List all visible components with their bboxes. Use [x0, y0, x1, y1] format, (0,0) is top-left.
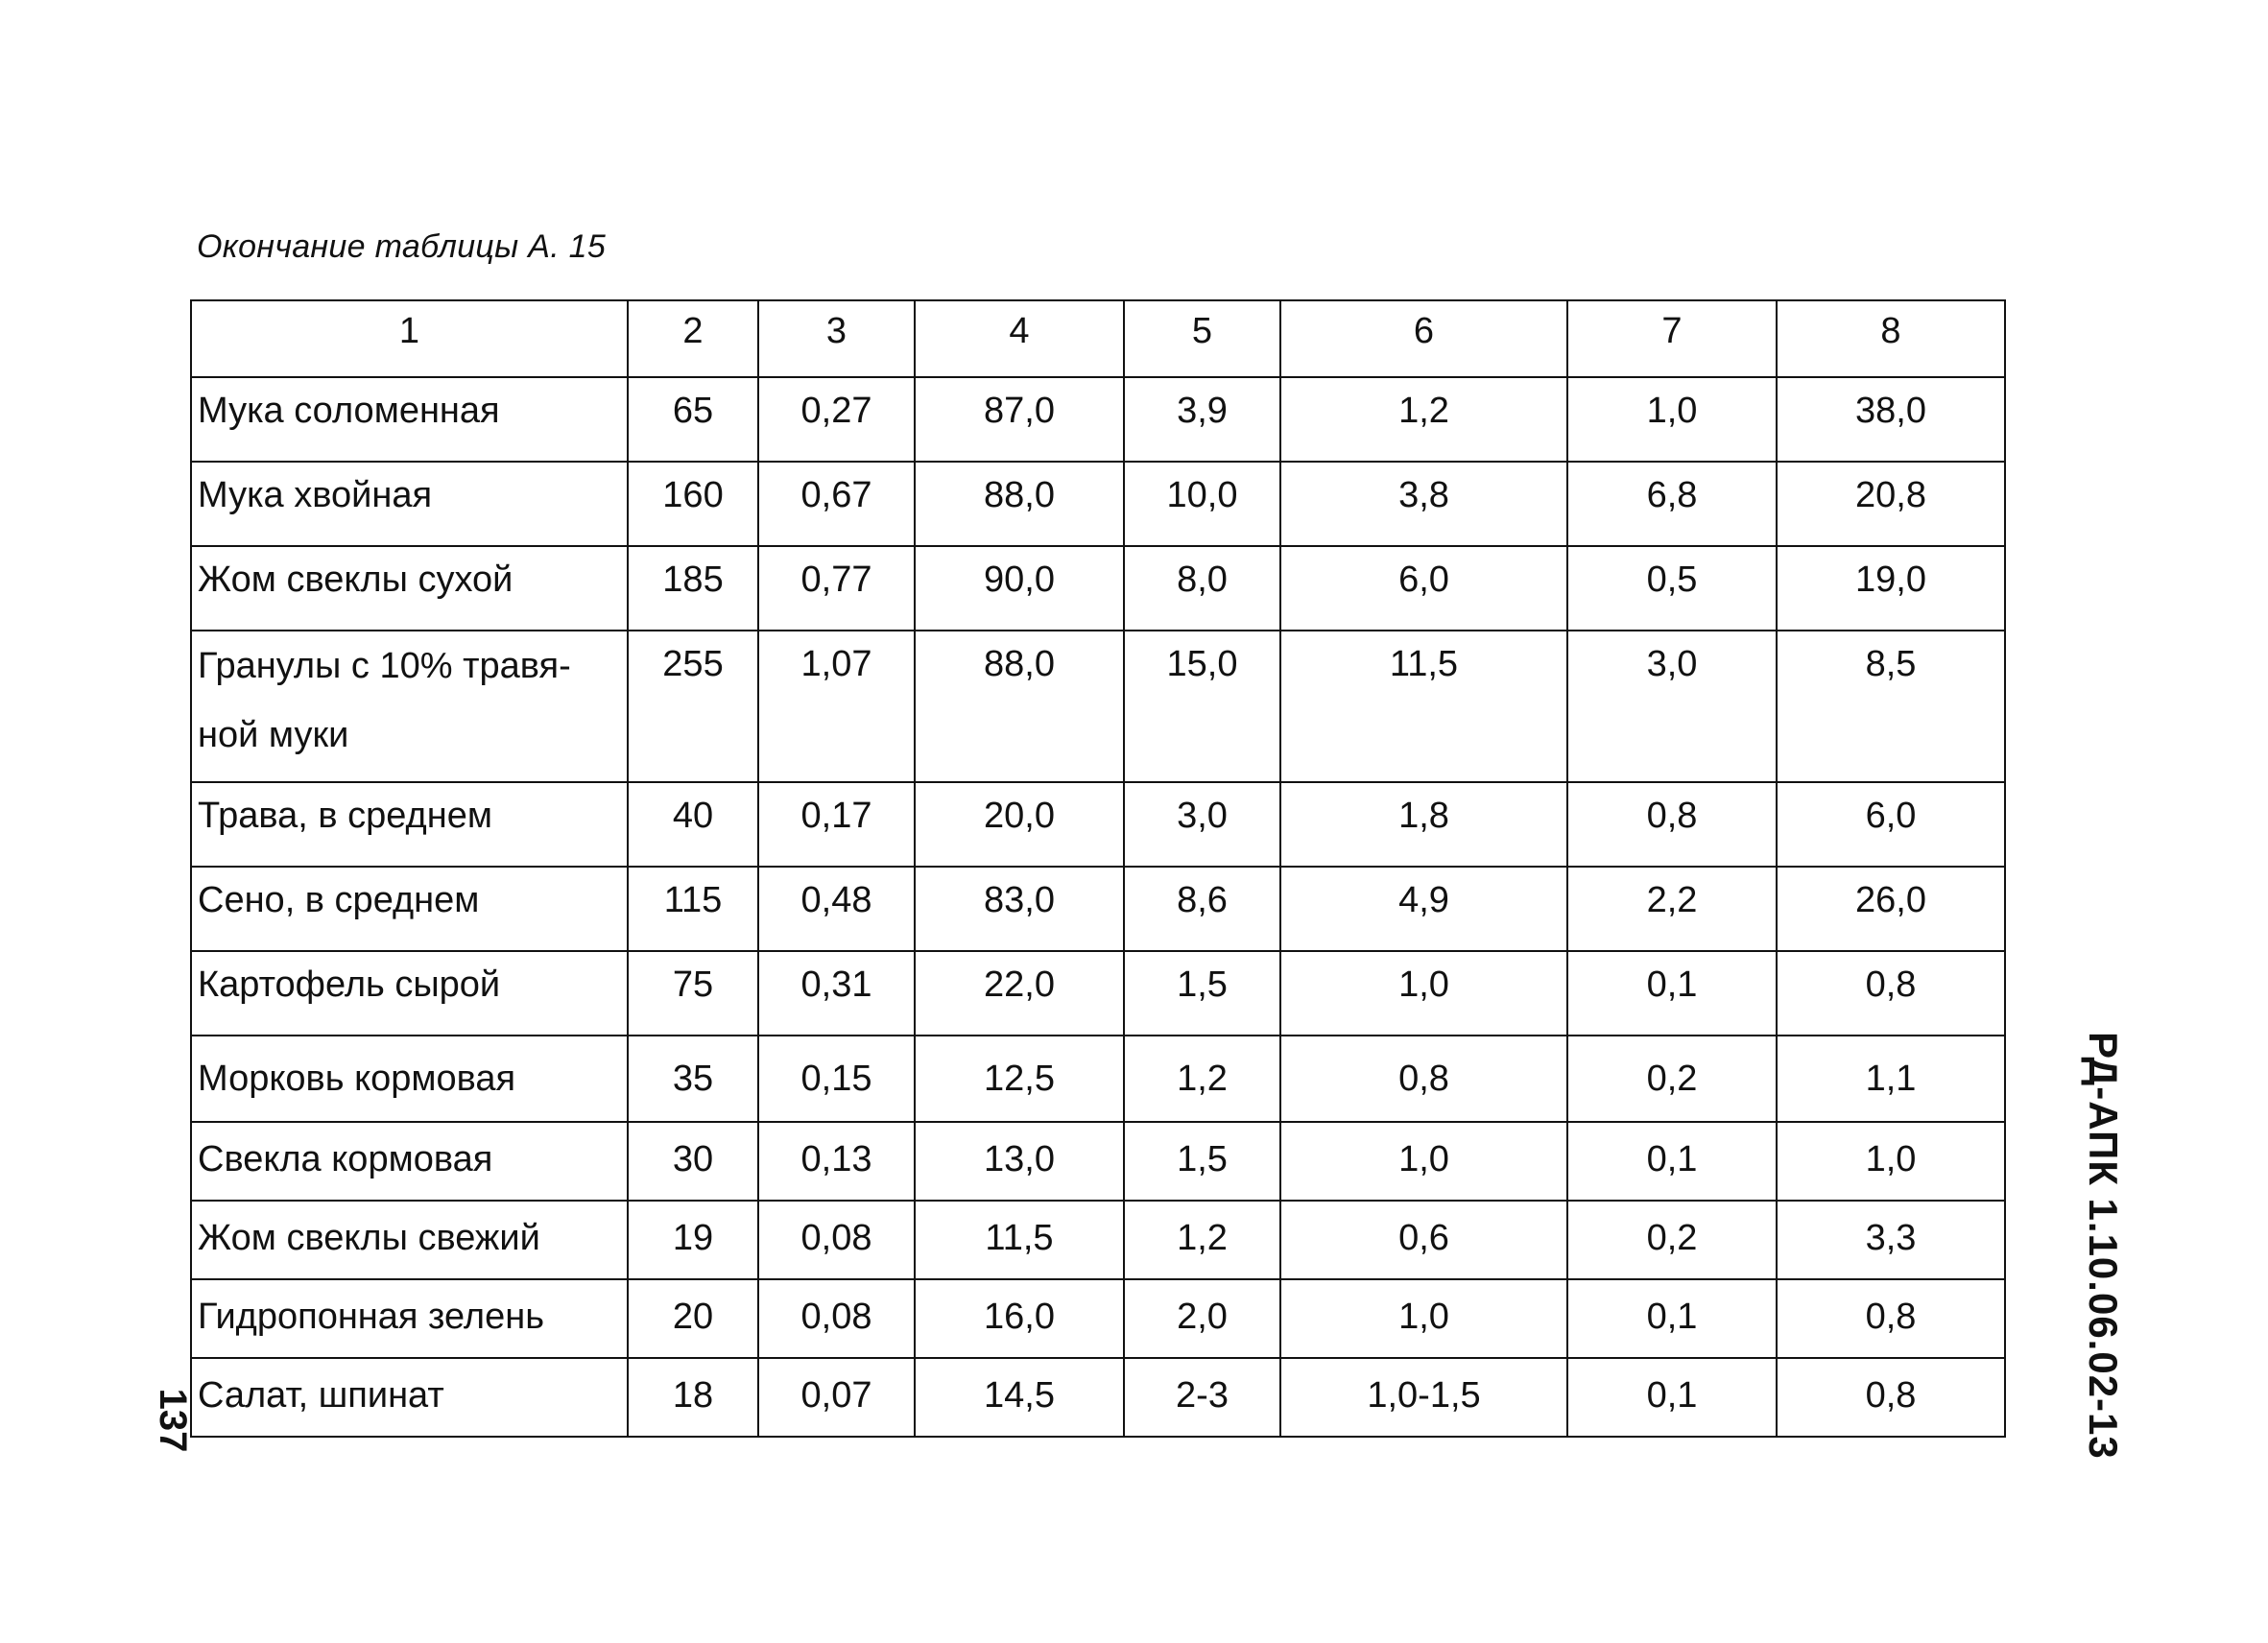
row-name: Салат, шпинат — [191, 1358, 628, 1437]
table-cell: 0,15 — [758, 1036, 915, 1122]
column-header: 5 — [1124, 300, 1280, 377]
table-cell: 8,0 — [1124, 546, 1280, 631]
table-cell: 255 — [628, 631, 758, 782]
table-cell: 11,5 — [1280, 631, 1567, 782]
table-cell: 3,3 — [1777, 1201, 2005, 1279]
row-name: Гранулы с 10% травя-ной муки — [191, 631, 628, 782]
table-cell: 83,0 — [915, 867, 1124, 951]
row-name: Жом свеклы свежий — [191, 1201, 628, 1279]
table-cell: 2-3 — [1124, 1358, 1280, 1437]
table-cell: 0,8 — [1777, 1358, 2005, 1437]
row-name: Жом свеклы сухой — [191, 546, 628, 631]
table-cell: 0,1 — [1567, 951, 1777, 1036]
table-cell: 1,1 — [1777, 1036, 2005, 1122]
table-cell: 0,8 — [1567, 782, 1777, 867]
column-header: 4 — [915, 300, 1124, 377]
table-cell: 65 — [628, 377, 758, 462]
table-cell: 1,8 — [1280, 782, 1567, 867]
table-row — [191, 1279, 2005, 1358]
table-cell: 0,48 — [758, 867, 915, 951]
table-cell: 0,77 — [758, 546, 915, 631]
table-cell: 90,0 — [915, 546, 1124, 631]
table-cell: 8,5 — [1777, 631, 2005, 782]
table-cell: 2,2 — [1567, 867, 1777, 951]
table-cell: 87,0 — [915, 377, 1124, 462]
table-row — [191, 951, 2005, 1036]
table-cell: 15,0 — [1124, 631, 1280, 782]
table-cell: 8,6 — [1124, 867, 1280, 951]
table-cell: 20 — [628, 1279, 758, 1358]
column-header: 2 — [628, 300, 758, 377]
table-row — [191, 546, 2005, 631]
table-row — [191, 1122, 2005, 1201]
column-header: 8 — [1777, 300, 2005, 377]
data-table — [190, 299, 2006, 1438]
table-cell: 6,8 — [1567, 462, 1777, 546]
column-header: 6 — [1280, 300, 1567, 377]
table-cell: 3,9 — [1124, 377, 1280, 462]
row-name: Мука соломенная — [191, 377, 628, 462]
table-cell: 115 — [628, 867, 758, 951]
table-row — [191, 631, 2005, 782]
table-row — [191, 462, 2005, 546]
table-cell: 22,0 — [915, 951, 1124, 1036]
table-cell: 0,08 — [758, 1201, 915, 1279]
column-header: 7 — [1567, 300, 1777, 377]
table-cell: 0,13 — [758, 1122, 915, 1201]
table-cell: 88,0 — [915, 631, 1124, 782]
column-header: 1 — [191, 300, 628, 377]
table-cell: 1,07 — [758, 631, 915, 782]
table-cell: 12,5 — [915, 1036, 1124, 1122]
document-code: РД-АПК 1.10.06.02-13 — [2081, 1032, 2126, 1460]
table-cell: 75 — [628, 951, 758, 1036]
row-name: Картофель сырой — [191, 951, 628, 1036]
table-row — [191, 867, 2005, 951]
table-cell: 1,0-1,5 — [1280, 1358, 1567, 1437]
table-cell: 0,8 — [1777, 951, 2005, 1036]
table-cell: 1,2 — [1124, 1201, 1280, 1279]
table-caption: Окончание таблицы А. 15 — [197, 228, 607, 265]
table-row — [191, 1358, 2005, 1437]
table-cell: 16,0 — [915, 1279, 1124, 1358]
table-cell: 1,2 — [1124, 1036, 1280, 1122]
row-name: Морковь кормовая — [191, 1036, 628, 1122]
table-cell: 10,0 — [1124, 462, 1280, 546]
table-cell: 0,2 — [1567, 1036, 1777, 1122]
table-cell: 40 — [628, 782, 758, 867]
table-cell: 1,5 — [1124, 1122, 1280, 1201]
table-cell: 0,8 — [1280, 1036, 1567, 1122]
table-cell: 0,1 — [1567, 1358, 1777, 1437]
row-name: Сено, в среднем — [191, 867, 628, 951]
table-cell: 1,5 — [1124, 951, 1280, 1036]
table-cell: 1,0 — [1777, 1122, 2005, 1201]
table-cell: 0,1 — [1567, 1122, 1777, 1201]
table-cell: 11,5 — [915, 1201, 1124, 1279]
table-cell: 6,0 — [1777, 782, 2005, 867]
table-cell: 19 — [628, 1201, 758, 1279]
table-cell: 1,2 — [1280, 377, 1567, 462]
page-number: 137 — [152, 1388, 194, 1453]
table-cell: 1,0 — [1567, 377, 1777, 462]
table-cell: 4,9 — [1280, 867, 1567, 951]
table-cell: 1,0 — [1280, 951, 1567, 1036]
table-cell: 0,1 — [1567, 1279, 1777, 1358]
table-cell: 30 — [628, 1122, 758, 1201]
table-cell: 18 — [628, 1358, 758, 1437]
table-cell: 6,0 — [1280, 546, 1567, 631]
table-cell: 19,0 — [1777, 546, 2005, 631]
table-cell: 20,8 — [1777, 462, 2005, 546]
column-header: 3 — [758, 300, 915, 377]
row-name: Трава, в среднем — [191, 782, 628, 867]
table-cell: 1,0 — [1280, 1279, 1567, 1358]
table-cell: 88,0 — [915, 462, 1124, 546]
table-cell: 3,0 — [1567, 631, 1777, 782]
row-name: Гидропонная зелень — [191, 1279, 628, 1358]
table-cell: 0,07 — [758, 1358, 915, 1437]
table-cell: 160 — [628, 462, 758, 546]
table-row — [191, 377, 2005, 462]
table-row — [191, 1201, 2005, 1279]
row-name: Свекла кормовая — [191, 1122, 628, 1201]
table-cell: 1,0 — [1280, 1122, 1567, 1201]
table-row — [191, 782, 2005, 867]
table-cell: 2,0 — [1124, 1279, 1280, 1358]
table-cell: 185 — [628, 546, 758, 631]
table-cell: 3,8 — [1280, 462, 1567, 546]
table-cell: 13,0 — [915, 1122, 1124, 1201]
table-cell: 0,5 — [1567, 546, 1777, 631]
table-cell: 38,0 — [1777, 377, 2005, 462]
table-cell: 0,27 — [758, 377, 915, 462]
table-row — [191, 1036, 2005, 1122]
table-cell: 20,0 — [915, 782, 1124, 867]
table-cell: 26,0 — [1777, 867, 2005, 951]
table-cell: 0,67 — [758, 462, 915, 546]
table-cell: 0,8 — [1777, 1279, 2005, 1358]
table-cell: 0,31 — [758, 951, 915, 1036]
table-cell: 35 — [628, 1036, 758, 1122]
table-cell: 14,5 — [915, 1358, 1124, 1437]
table-cell: 0,08 — [758, 1279, 915, 1358]
table-cell: 3,0 — [1124, 782, 1280, 867]
table-header-row — [191, 300, 2005, 377]
row-name: Мука хвойная — [191, 462, 628, 546]
table-cell: 0,17 — [758, 782, 915, 867]
table-cell: 0,2 — [1567, 1201, 1777, 1279]
table-cell: 0,6 — [1280, 1201, 1567, 1279]
